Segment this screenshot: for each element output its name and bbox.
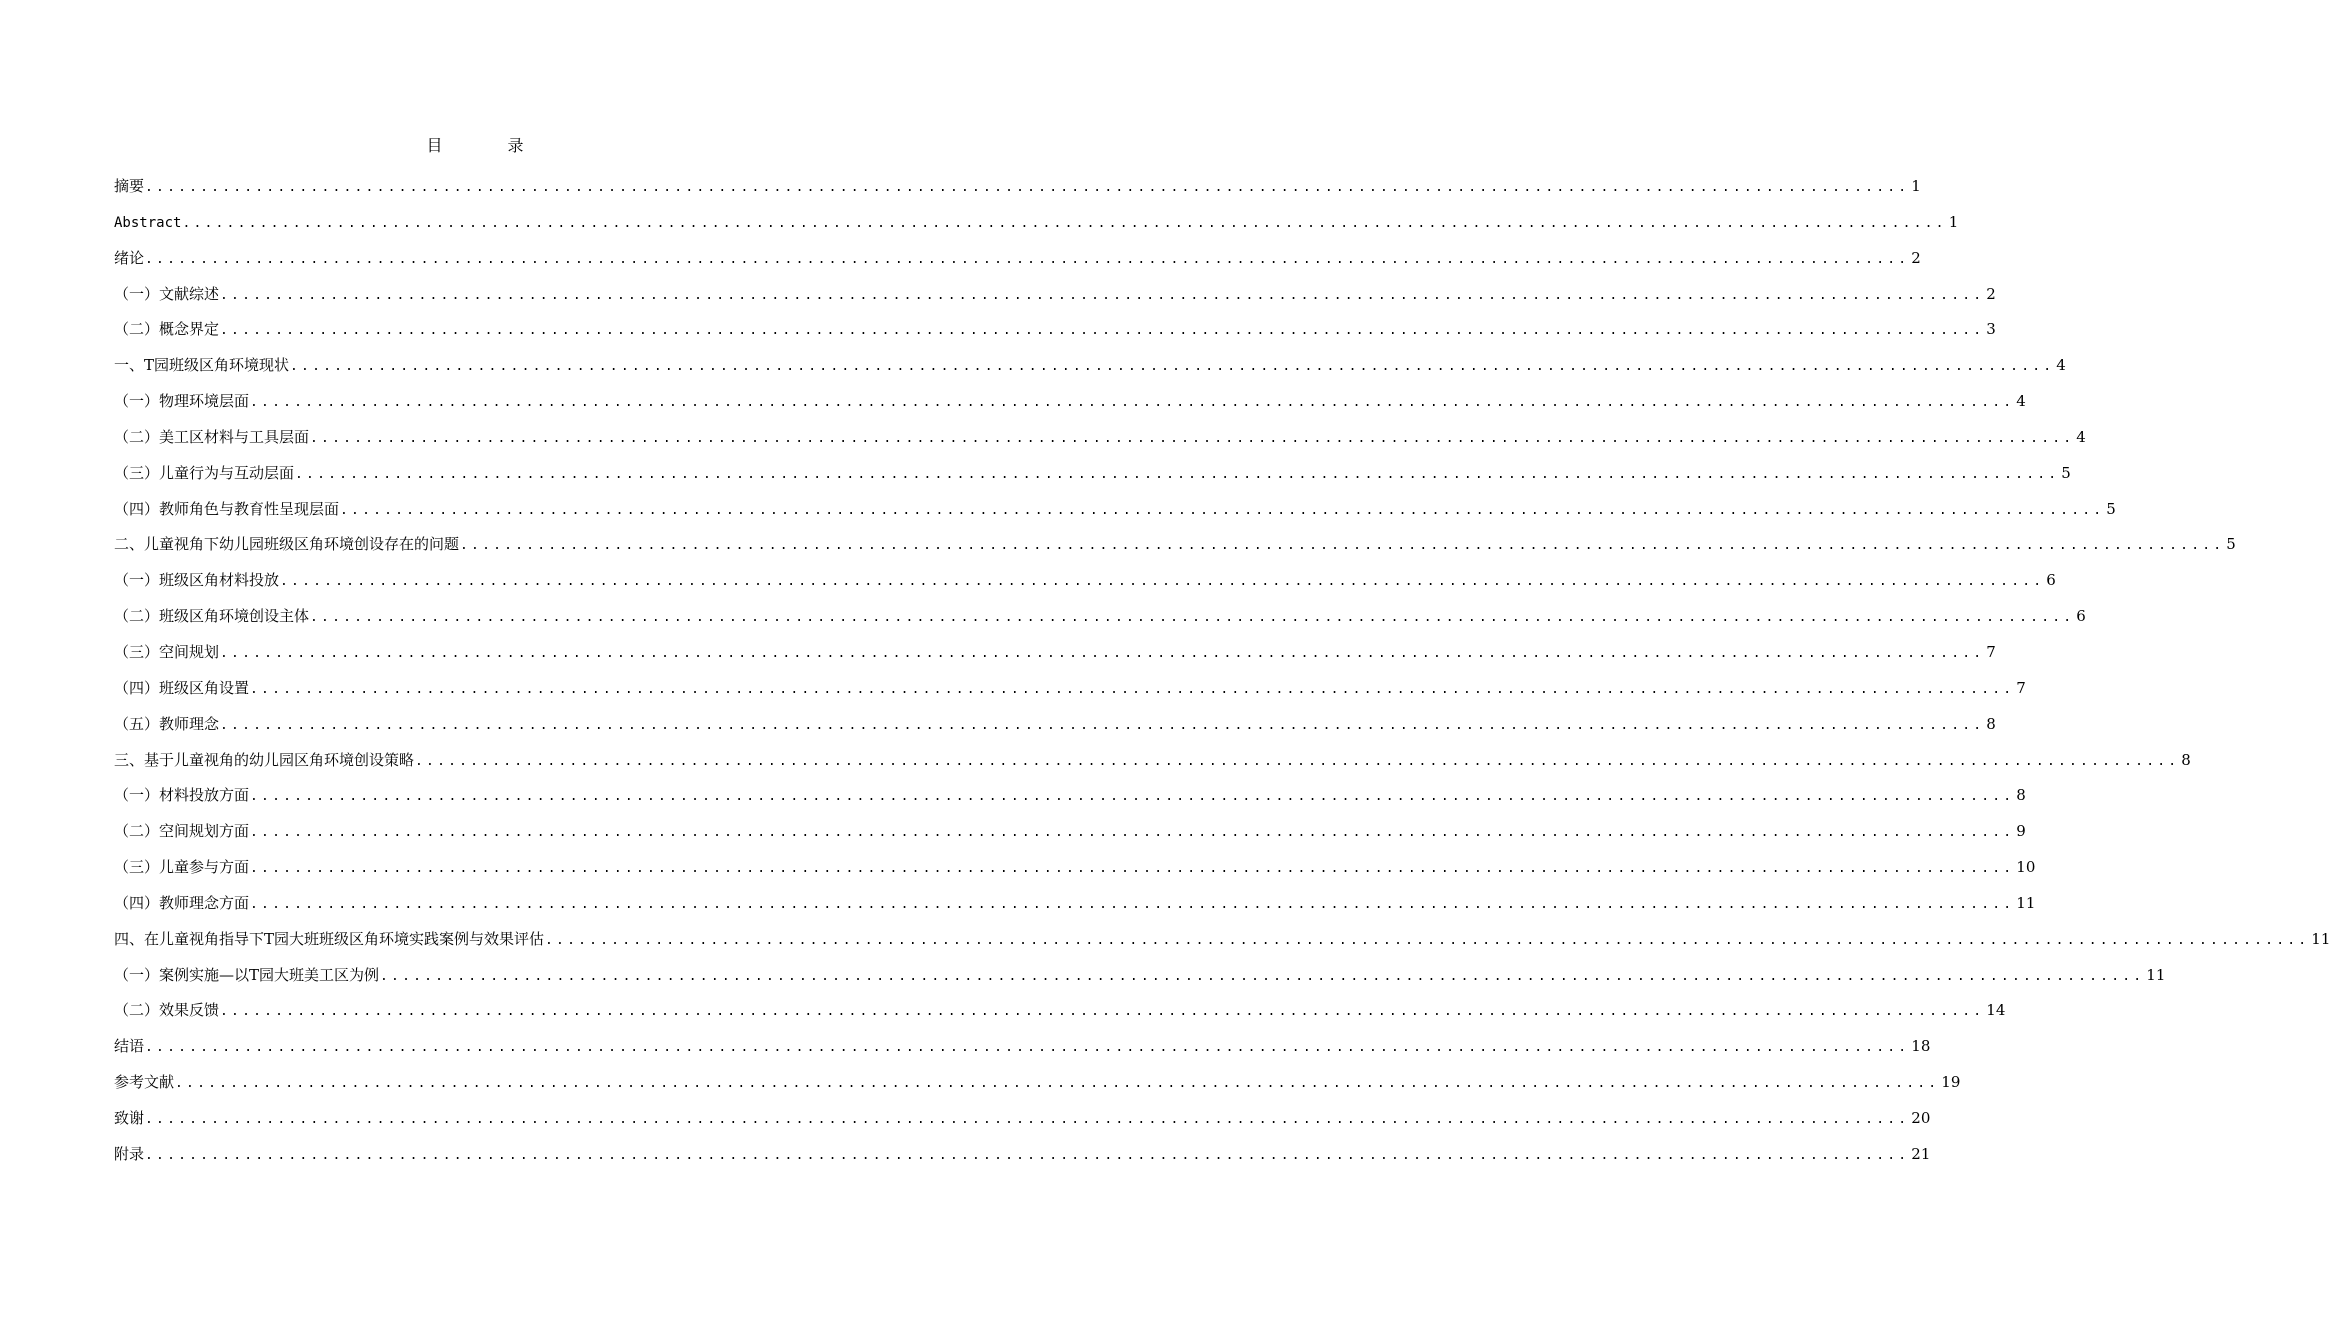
- toc-entry[interactable]: [114, 1105, 1931, 1141]
- toc-entry[interactable]: [114, 890, 2036, 926]
- toc-entry-page-number: 11: [2146, 965, 2166, 984]
- toc-dot-leader: ................................................................................................................................................................: [460, 538, 2225, 554]
- toc-entry[interactable]: [114, 531, 2236, 567]
- toc-entry-page-number: 5: [2106, 499, 2116, 518]
- toc-entry[interactable]: [114, 1033, 1931, 1069]
- toc-dot-leader: ................................................................................................................................................................: [415, 753, 2180, 769]
- toc-dot-leader: ................................................................................................................................................................: [310, 610, 2075, 626]
- toc-dot-leader: ................................................................................................................................................................: [295, 466, 2060, 482]
- toc-entry-label: （二）美工区材料与工具层面: [114, 427, 310, 446]
- toc-entry-label: 三、基于儿童视角的幼儿园区角环境创设策略: [114, 750, 415, 769]
- toc-entry[interactable]: [114, 281, 1996, 317]
- toc-entry-page-number: 4: [2056, 356, 2066, 375]
- toc-dot-leader: ................................................................................................................................................................: [380, 968, 2145, 984]
- toc-entry-label: 附录: [114, 1144, 145, 1163]
- toc-dot-leader: ................................................................................................................................................................: [250, 681, 2015, 697]
- toc-list: [114, 173, 2330, 1177]
- toc-entry[interactable]: [114, 173, 1921, 209]
- toc-dot-leader: ................................................................................................................................................................: [145, 1040, 1910, 1056]
- toc-entry-label: （二）班级区角环境创设主体: [114, 607, 310, 626]
- toc-entry[interactable]: [114, 424, 2086, 460]
- toc-entry-page-number: 8: [1986, 714, 1996, 733]
- toc-entry-page-number: 11: [2016, 893, 2036, 912]
- toc-dot-leader: ................................................................................................................................................................: [182, 215, 1947, 231]
- toc-entry[interactable]: [114, 209, 1959, 245]
- toc-dot-leader: ................................................................................................................................................................: [250, 789, 2015, 805]
- toc-entry-page-number: 8: [2016, 786, 2026, 805]
- toc-entry[interactable]: [114, 567, 2056, 603]
- toc-entry-page-number: 1: [1911, 177, 1921, 195]
- toc-entry-page-number: 20: [1911, 1108, 1931, 1127]
- toc-entry-label: 参考文献: [114, 1073, 175, 1092]
- toc-entry-page-number: 14: [1986, 1001, 2006, 1020]
- toc-entry-page-number: 9: [2016, 822, 2026, 841]
- toc-entry-label: （二）空间规划方面: [114, 822, 250, 841]
- toc-dot-leader: ................................................................................................................................................................: [310, 430, 2075, 446]
- toc-entry-label: （一）材料投放方面: [114, 786, 250, 805]
- toc-entry[interactable]: [114, 711, 1996, 747]
- toc-dot-leader: ................................................................................................................................................................: [280, 574, 2045, 590]
- toc-dot-leader: ................................................................................................................................................................: [545, 932, 2310, 948]
- toc-entry[interactable]: [114, 316, 1996, 352]
- toc-entry-label: （三）儿童参与方面: [114, 858, 250, 877]
- toc-entry-label: （二）概念界定: [114, 320, 220, 339]
- toc-entry-label: （二）效果反馈: [114, 1001, 220, 1020]
- toc-entry-page-number: 4: [2016, 392, 2026, 411]
- toc-entry[interactable]: [114, 747, 2191, 783]
- toc-dot-leader: ................................................................................................................................................................: [340, 502, 2105, 518]
- toc-entry[interactable]: [114, 675, 2026, 711]
- toc-entry-label: （五）教师理念: [114, 714, 220, 733]
- toc-entry[interactable]: [114, 603, 2086, 639]
- toc-entry-page-number: 2: [1911, 248, 1921, 267]
- toc-entry-page-number: 5: [2226, 535, 2236, 554]
- toc-entry[interactable]: [114, 1141, 1931, 1177]
- toc-entry-label: 四、在儿童视角指导下T园大班班级区角环境实践案例与效果评估: [114, 929, 545, 948]
- toc-entry-label: 结语: [114, 1037, 145, 1056]
- toc-entry-label: （一）案例实施—以T园大班美工区为例: [114, 965, 380, 984]
- toc-entry-page-number: 6: [2046, 571, 2056, 590]
- toc-dot-leader: ................................................................................................................................................................: [145, 1111, 1910, 1127]
- toc-dot-leader: ................................................................................................................................................................: [145, 251, 1910, 267]
- toc-entry-page-number: 4: [2076, 427, 2086, 446]
- toc-entry[interactable]: [114, 639, 1996, 675]
- toc-entry-page-number: 11: [2311, 929, 2330, 948]
- toc-entry[interactable]: [114, 496, 2116, 532]
- toc-dot-leader: ................................................................................................................................................................: [220, 287, 1985, 303]
- toc-dot-leader: ................................................................................................................................................................: [250, 896, 2015, 912]
- toc-entry-page-number: 8: [2181, 750, 2191, 769]
- toc-entry[interactable]: [114, 926, 2330, 962]
- toc-entry-label: 摘要: [114, 177, 145, 195]
- toc-dot-leader: ................................................................................................................................................................: [220, 323, 1985, 339]
- toc-entry-label: 一、T园班级区角环境现状: [114, 356, 290, 375]
- toc-dot-leader: ................................................................................................................................................................: [250, 825, 2015, 841]
- toc-dot-leader: ................................................................................................................................................................: [220, 1004, 1985, 1020]
- toc-entry[interactable]: [114, 782, 2026, 818]
- toc-entry-page-number: 2: [1986, 284, 1996, 303]
- toc-entry-label: 二、儿童视角下幼儿园班级区角环境创设存在的问题: [114, 535, 460, 554]
- toc-entry-page-number: 3: [1986, 320, 1996, 339]
- toc-entry-label: （一）物理环境层面: [114, 392, 250, 411]
- toc-entry-page-number: 6: [2076, 607, 2086, 626]
- toc-entry-label: 绪论: [114, 248, 145, 267]
- toc-entry-label: （一）班级区角材料投放: [114, 571, 280, 590]
- toc-entry-label: （一）文献综述: [114, 284, 220, 303]
- toc-dot-leader: ................................................................................................................................................................: [250, 395, 2015, 411]
- toc-entry-page-number: 18: [1911, 1037, 1931, 1056]
- toc-entry-page-number: 7: [1986, 642, 1996, 661]
- toc-entry-label: Abstract: [114, 214, 182, 231]
- toc-entry-label: （四）教师理念方面: [114, 893, 250, 912]
- toc-entry-label: （四）教师角色与教育性呈现层面: [114, 499, 340, 518]
- toc-entry-page-number: 21: [1911, 1144, 1931, 1163]
- toc-entry-page-number: 1: [1948, 212, 1959, 231]
- toc-dot-leader: ................................................................................................................................................................: [220, 645, 1985, 661]
- toc-entry-label: 致谢: [114, 1108, 145, 1127]
- toc-entry[interactable]: [114, 352, 2066, 388]
- toc-entry-label: （三）空间规划: [114, 642, 220, 661]
- toc-dot-leader: ................................................................................................................................................................: [145, 180, 1910, 195]
- toc-entry[interactable]: [114, 1069, 1961, 1105]
- toc-entry-label: （四）班级区角设置: [114, 678, 250, 697]
- toc-entry-page-number: 10: [2016, 858, 2036, 877]
- toc-entry-page-number: 7: [2016, 678, 2026, 697]
- toc-entry[interactable]: [114, 388, 2026, 424]
- toc-dot-leader: ................................................................................................................................................................: [250, 861, 2015, 877]
- toc-entry[interactable]: [114, 460, 2071, 496]
- toc-entry[interactable]: [114, 997, 2006, 1033]
- toc-entry[interactable]: [114, 245, 1921, 281]
- toc-entry-page-number: 5: [2061, 463, 2071, 482]
- toc-title: 目 录: [426, 136, 554, 155]
- toc-entry-label: （三）儿童行为与互动层面: [114, 463, 295, 482]
- toc-entry-page-number: 19: [1941, 1073, 1961, 1092]
- toc-entry[interactable]: [114, 962, 2166, 998]
- toc-dot-leader: ................................................................................................................................................................: [220, 717, 1985, 733]
- toc-entry[interactable]: [114, 818, 2026, 854]
- toc-dot-leader: ................................................................................................................................................................: [175, 1076, 1940, 1092]
- toc-dot-leader: ................................................................................................................................................................: [290, 359, 2055, 375]
- toc-dot-leader: ................................................................................................................................................................: [145, 1147, 1910, 1163]
- toc-entry[interactable]: [114, 854, 2036, 890]
